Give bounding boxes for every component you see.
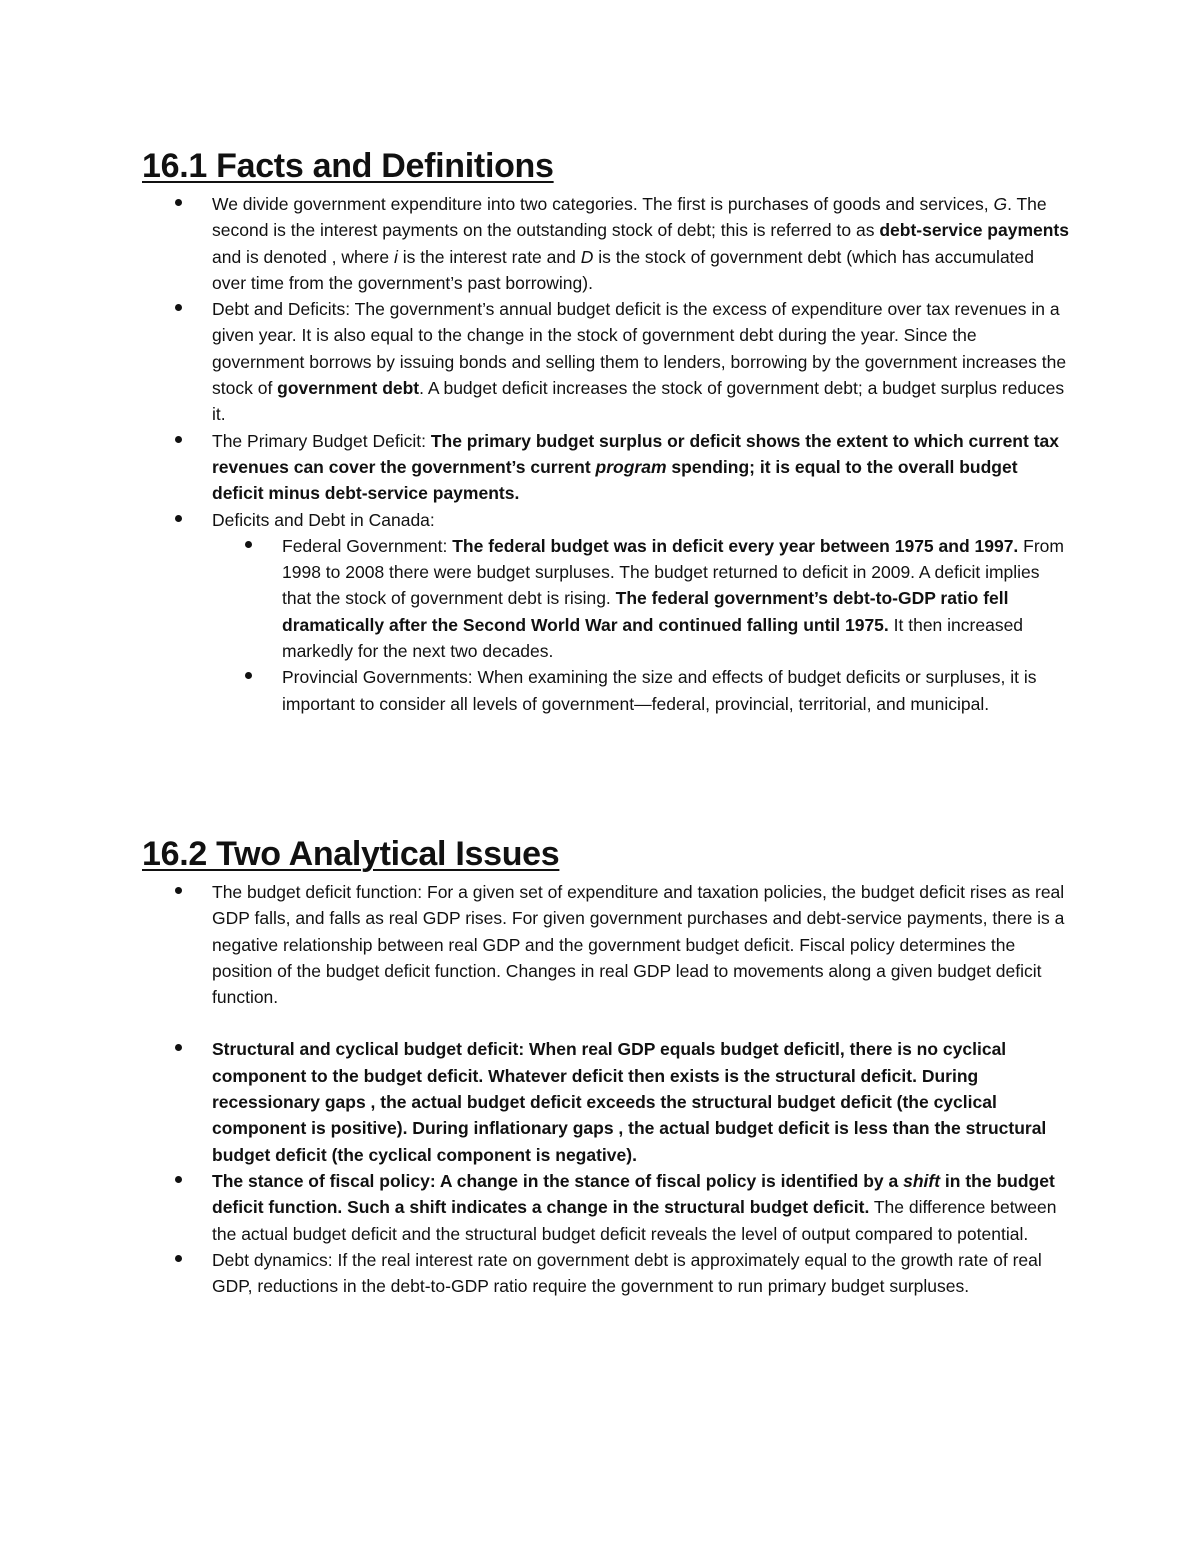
bold-text — [903, 1171, 940, 1191]
sublist-item-provincial-governments — [282, 664, 1072, 717]
text: . The second is the interest payments on the outstanding stock of debt; this is referred to as — [212, 194, 1047, 241]
list-item-stance-of-fiscal-policy — [212, 1168, 1072, 1247]
bold-text: The primary budget surplus or deficit shows the extent to which current tax revenues can cover the government’s current — [212, 430, 1059, 477]
list-item-budget-deficit-function — [212, 879, 1072, 1010]
list-item-structural-cyclical-deficit — [212, 1036, 1072, 1167]
bold-text: in the budget deficit function. Such a shift indicates a change in the structural budget deficit. — [212, 1170, 1055, 1218]
text: Deficits and Debt in Canada: — [212, 509, 435, 530]
text: Debt dynamics: If the real interest rate on government debt is approximately equal to the growth rate of real GDP, reductions in the debt-to-GDP ratio require the government to run primary budget surpluses. — [212, 1249, 1042, 1297]
text: Debt and Deficits: The government’s annual budget deficit is the excess of expenditure over tax revenues in a given year. It is also equal to the change in the stock of government debt during the year. Since the government borrows by issuing bonds and selling them to lenders, borrowing by the government increases the stock of — [212, 299, 1067, 399]
list-item-primary-budget-deficit — [212, 428, 1072, 507]
bold-text: spending; it is equal to the overall budget deficit minus debt-service payments. — [212, 456, 1018, 504]
text: We divide government expenditure into two categories. The first is purchases of goods and services, — [212, 194, 994, 214]
variable-i: i — [393, 246, 398, 267]
section-heading-16-2: 16.2 Two Analytical Issues — [142, 835, 560, 873]
text: is the interest rate and — [397, 246, 581, 267]
section-heading-16-1: 16.1 Facts and Definitions — [142, 147, 554, 185]
term-shift: shift — [903, 1170, 941, 1191]
variable-d: D — [580, 246, 594, 267]
text: . A budget deficit increases the stock of government debt; a budget surplus reduces it. — [212, 378, 1065, 425]
term-government-debt: government debt — [277, 378, 420, 399]
text: and is denoted , where — [212, 246, 394, 267]
canada-sublist — [212, 533, 1072, 717]
list-item-debt-and-deficits — [212, 296, 1072, 427]
term-debt-service-payments: debt-service payments — [879, 220, 1069, 241]
text: Federal Government: — [282, 535, 453, 556]
list-item-debt-dynamics — [212, 1247, 1072, 1300]
sublist-item-federal-government — [282, 533, 1072, 664]
text: The difference between the actual budget deficit and the structural budget deficit reveals the level of output compared to potential. — [212, 1197, 1057, 1244]
text: It then increased markedly for the next two decades. — [282, 614, 1024, 662]
text: Provincial Governments: When examining the size and effects of budget deficits or surpluses, it is important to consider all levels of government—federal, provincial, territorial, and municipal. — [282, 667, 1037, 714]
list-item-government-expenditure — [212, 191, 1072, 296]
facts-definitions-list — [212, 191, 1072, 717]
bold-text: The federal budget was in deficit every year between 1975 and 1997. — [452, 535, 1019, 556]
text: The Primary Budget Deficit: — [212, 430, 431, 451]
text: From 1998 to 2008 there were budget surpluses. The budget returned to deficit in 2009. A deficit implies that the stock of government debt is rising. — [282, 535, 1064, 609]
text: The budget deficit function: For a given set of expenditure and taxation policies, the budget deficit rises as real GDP falls, and falls as real GDP rises. For given government purchases and debt-service payments, there is a negative relationship between real GDP and the government budget deficit. Fiscal policy determines the position of the budget deficit function. Changes in real GDP lead to movements along a given budget deficit function. — [212, 882, 1065, 1008]
term-program: program — [595, 456, 667, 477]
list-item-deficits-debt-canada — [212, 507, 1072, 717]
bold-text — [596, 457, 667, 477]
text: is the stock of government debt (which has accumulated over time from the government’s past borrowing). — [212, 246, 1035, 293]
bold-text: The stance of fiscal policy: A change in the stance of fiscal policy is identified by a — [212, 1170, 904, 1191]
variable-g: G — [993, 194, 1008, 214]
bold-text: The federal government’s debt-to-GDP ratio fell dramatically after the Second World War and continued falling until 1975. — [282, 588, 1009, 635]
bold-text: Structural and cyclical budget deficit: When real GDP equals budget deficitl, there is no cyclical component to the budget deficit. Whatever deficit then exists is the structural deficit. During recessionary gaps , the actual budget deficit exceeds the structural budget deficit (the cyclical component is positive). During inflationary gaps , the actual budget deficit is less than the structural budget deficit (the cyclical component is negative). — [212, 1039, 1047, 1165]
analytical-issues-list — [212, 879, 1072, 1299]
